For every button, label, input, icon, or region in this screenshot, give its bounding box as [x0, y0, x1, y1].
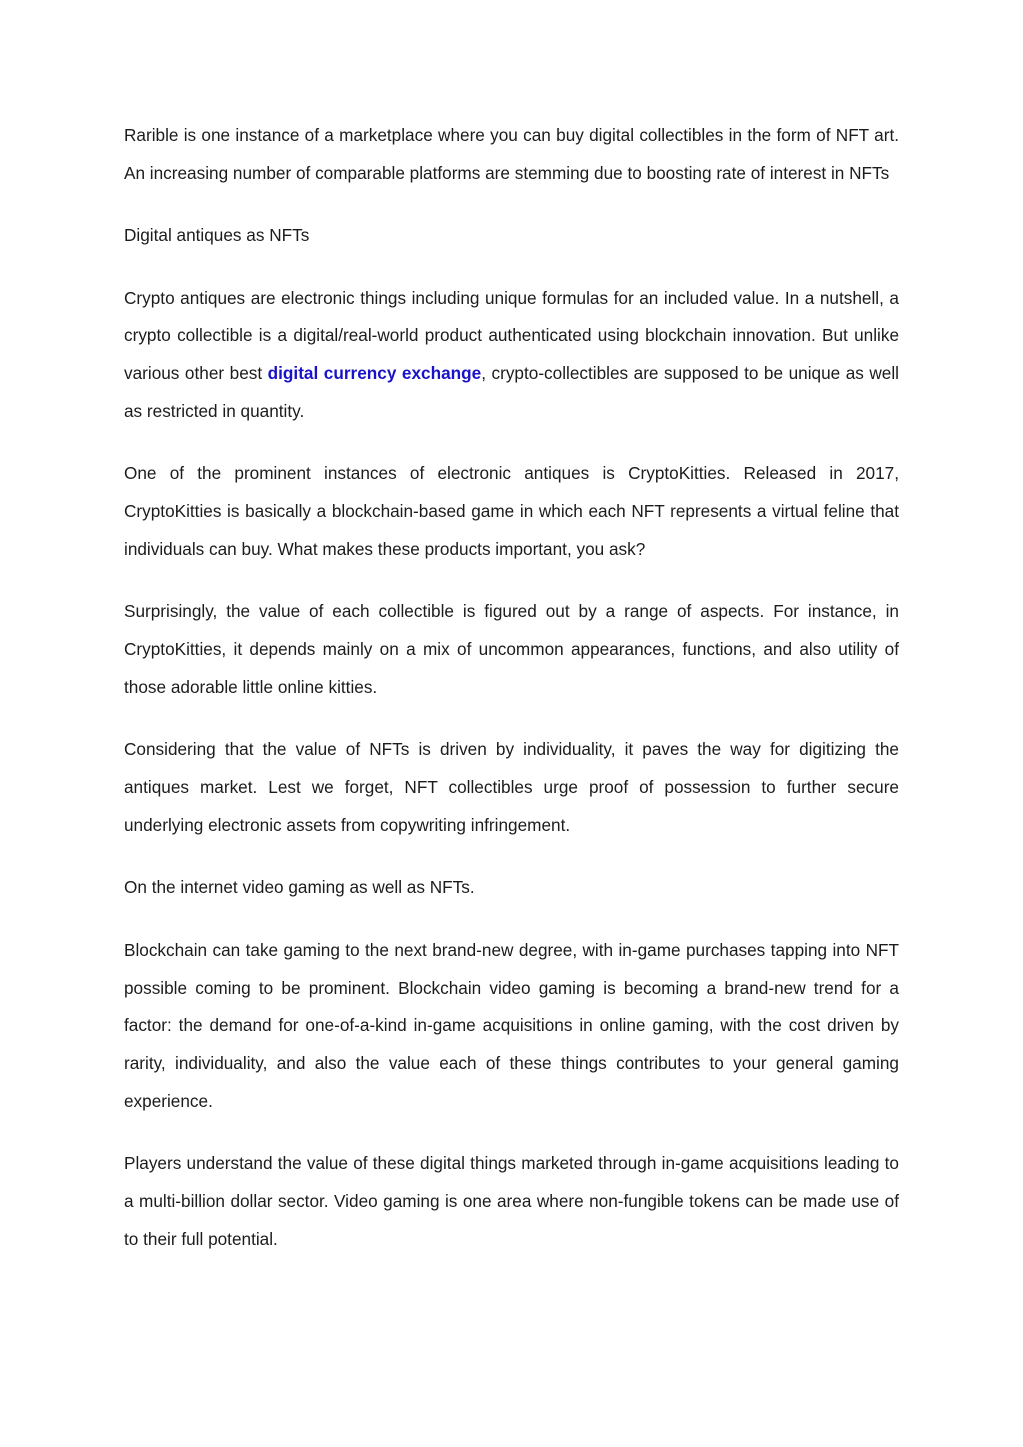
paragraph-text-after-link: , crypto-collectibles are supposed to be unique as well as restricted in quantity. — [124, 363, 899, 421]
section-heading-digital-antiques: Digital antiques as NFTs — [124, 225, 310, 246]
document-page — [124, 117, 899, 1283]
paragraph-blockchain-gaming: Blockchain can take gaming to the next brand-new degree, with in-game purchases tapping into NFT possible coming to be prominent. Blockchain video gaming is becoming a brand-new trend for a factor: the demand for one-of-a-kind in-game acquisitions in online gaming, with the cost driven by rarity, individuality, and also the value each of these things contributes to your general gaming experience. — [124, 939, 899, 1111]
section-heading-video-gaming: On the internet video gaming as well as NFTs. — [124, 877, 475, 898]
digital-currency-exchange-link[interactable]: digital currency exchange — [267, 363, 482, 384]
paragraph-text-before-link: Crypto antiques are electronic things including unique formulas for an included value. In a nutshell, a crypto collectible is a digital/real-world product authenticated using blockchain innovation. But unlike various other best — [124, 287, 899, 384]
paragraph-individuality: Considering that the value of NFTs is driven by individuality, it paves the way for digitizing the antiques market. Lest we forget, NFT collectibles urge proof of possession to further secure underlying electronic assets from copywriting infringement. — [124, 739, 899, 835]
paragraph-collectible-value: Surprisingly, the value of each collectible is figured out by a range of aspects. For instance, in CryptoKitties, it depends mainly on a mix of uncommon appearances, functions, and also utility of those adorable little online kitties. — [124, 601, 899, 697]
paragraph-crypto-antiques — [124, 280, 899, 431]
paragraph-rarible: Rarible is one instance of a marketplace where you can buy digital collectibles in the form of NFT art. An increasing number of comparable platforms are stemming due to boosting rate of interest in NFTs — [124, 125, 899, 183]
paragraph-players: Players understand the value of these digital things marketed through in-game acquisitions leading to a multi-billion dollar sector. Video gaming is one area where non-fungible tokens can be made use of to their full potential. — [124, 1153, 899, 1249]
paragraph-cryptokitties: One of the prominent instances of electronic antiques is CryptoKitties. Released in 2017, CryptoKitties is basically a blockchain-based game in which each NFT represents a virtual feline that individuals can buy. What makes these products important, you ask? — [124, 463, 899, 559]
